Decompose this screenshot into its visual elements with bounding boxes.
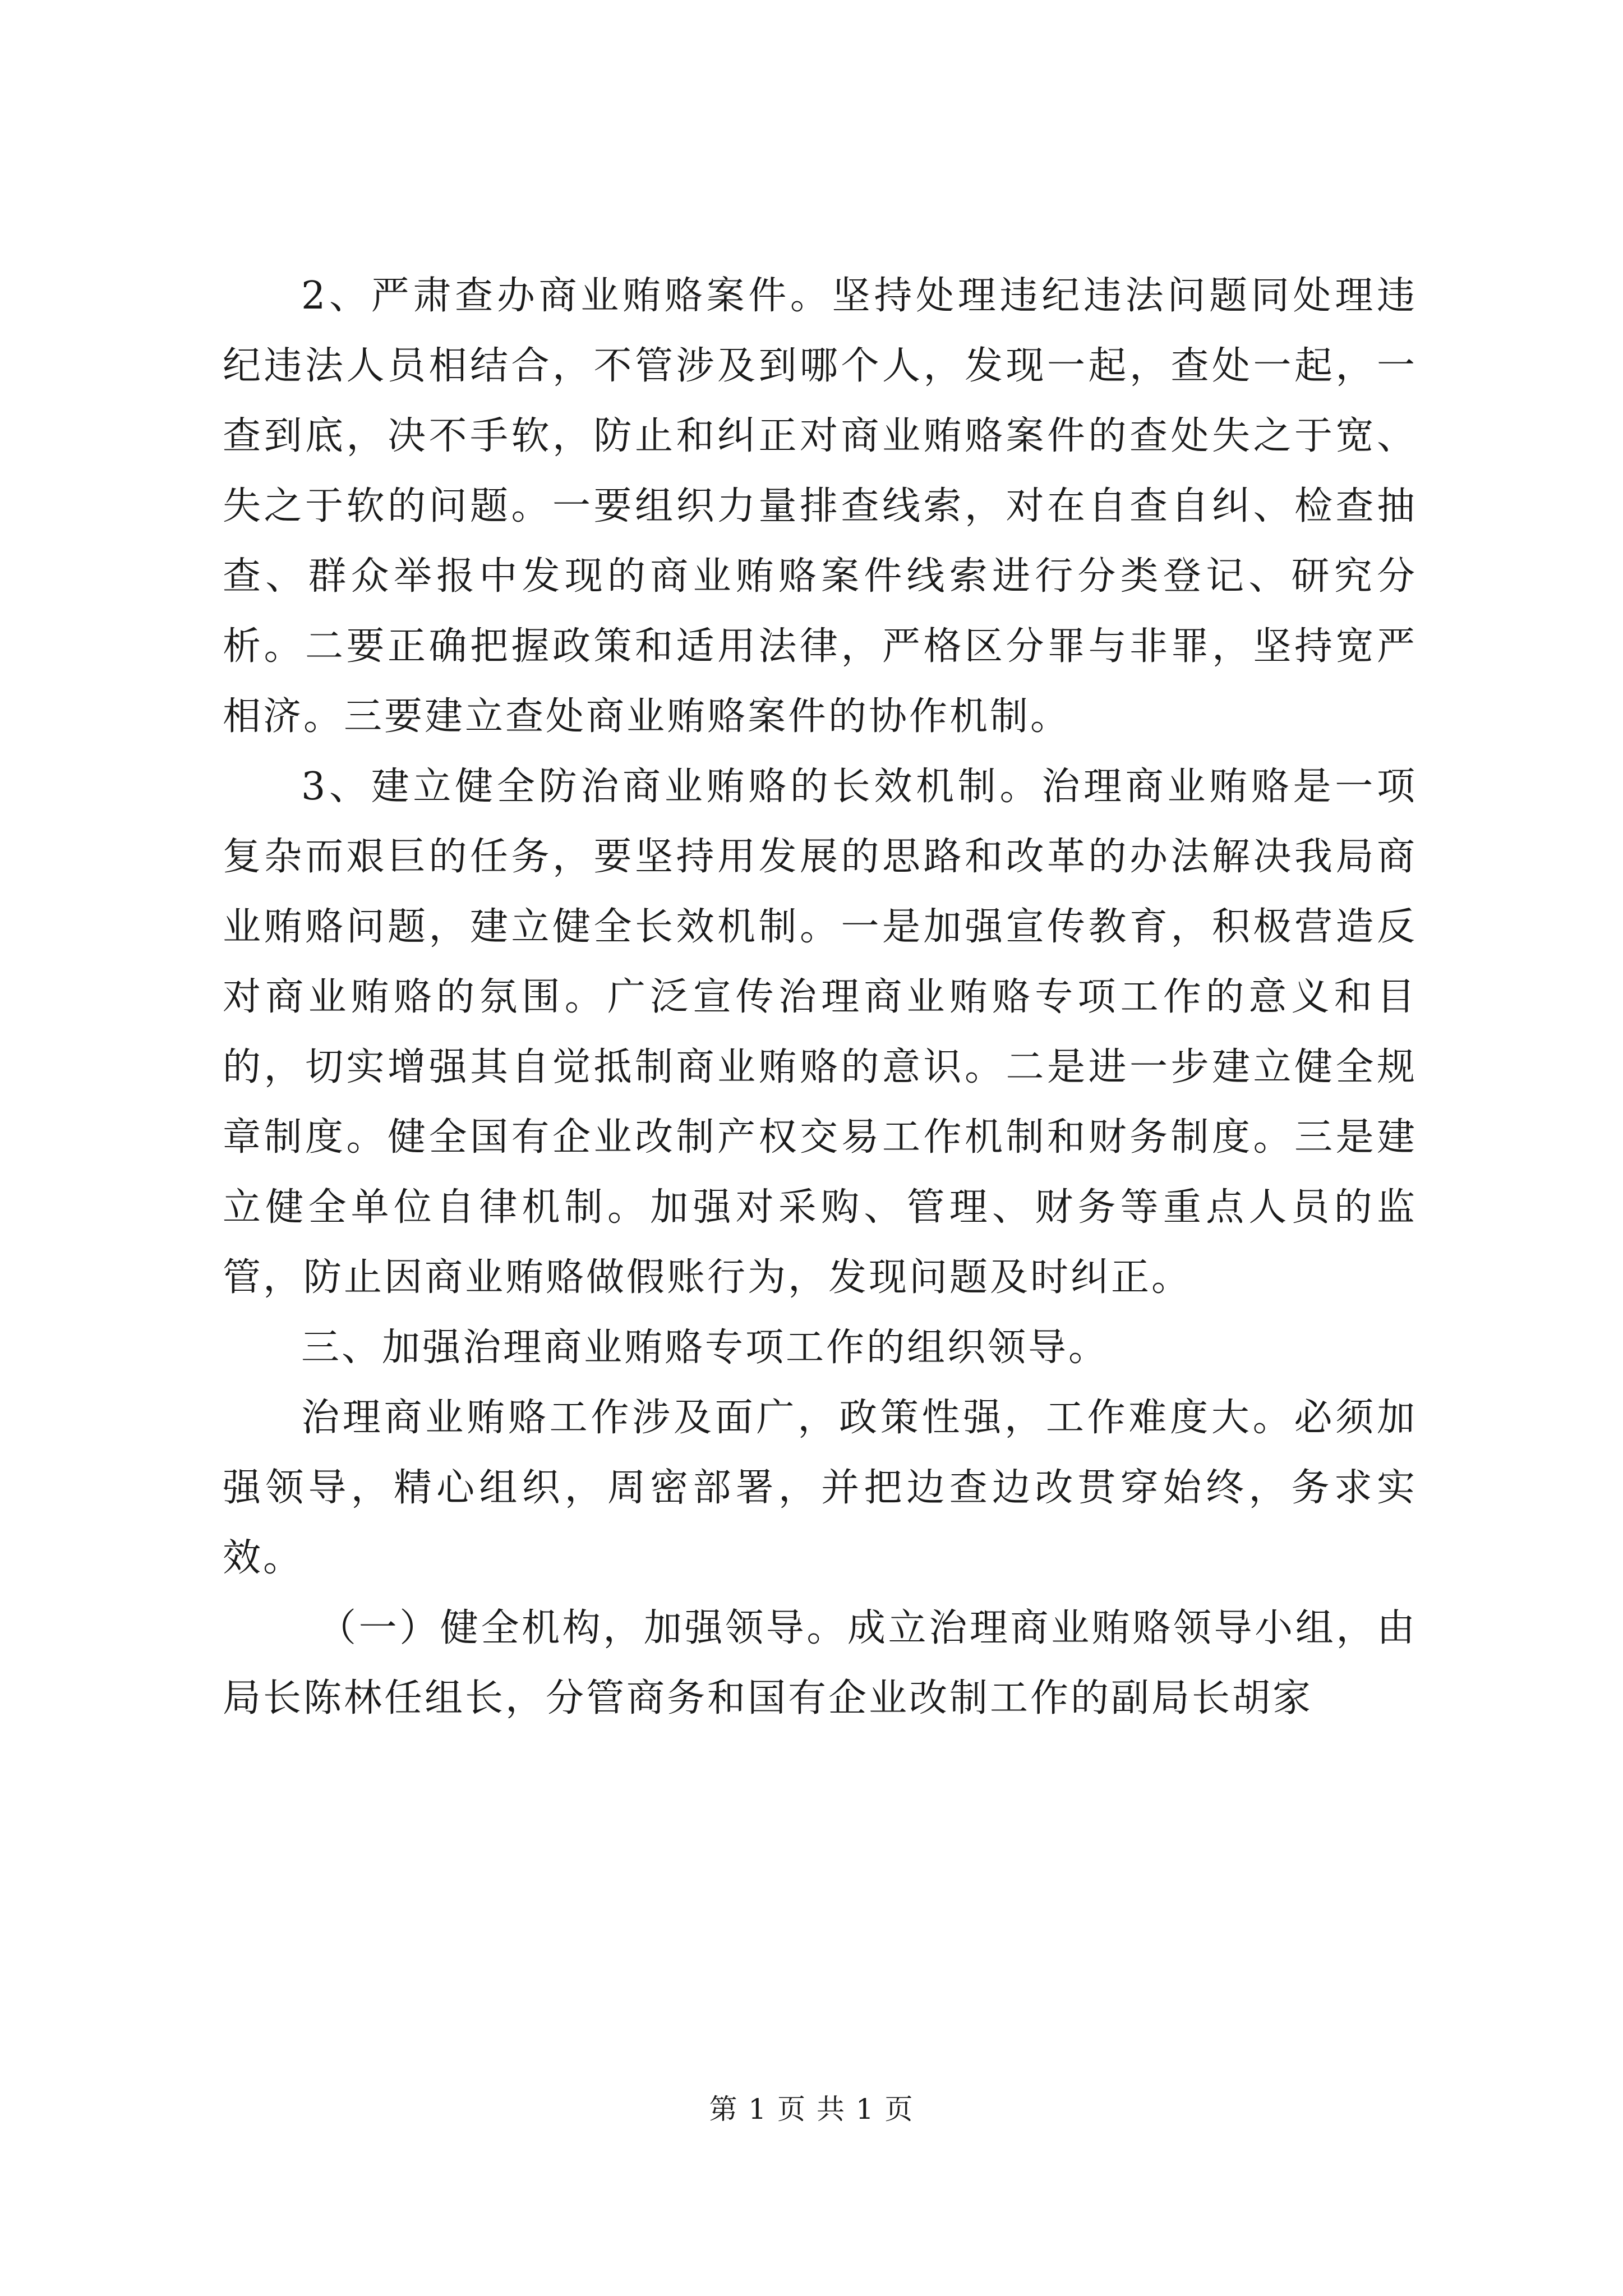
paragraph-item-2-investigate-cases: 2、严肃查办商业贿赂案件。坚持处理违纪违法问题同处理违纪违法人员相结合，不管涉及到哪个人，发现一起，查处一起，一查到底，决不手软，防止和纠正对商业贿赂案件的查处失之于宽、失之于软的问题。一要组织力量排查线索，对在自查自纠、检查抽查、群众举报中发现的商业贿赂案件线索进行分类登记、研究分析。二要正确把握政策和适用法律，严格区分罪与非罪，坚持宽严相济。三要建立查处商业贿赂案件的协作机制。 <box>223 274 1417 739</box>
paragraph-item-3-long-term-mechanism: 3、建立健全防治商业贿赂的长效机制。治理商业贿赂是一项复杂而艰巨的任务，要坚持用发展的思路和改革的办法解决我局商业贿赂问题，建立健全长效机制。一是加强宣传教育，积极营造反对商业贿赂的氛围。广泛宣传治理商业贿赂专项工作的意义和目的，切实增强其自觉抵制商业贿赂的意识。二是进一步建立健全规章制度。健全国有企业改制产权交易工作机制和财务制度。三是建立健全单位自律机制。加强对采购、管理、财务等重点人员的监管，防止因商业贿赂做假账行为，发现问题及时纠正。 <box>223 765 1417 1300</box>
section-heading-organization-leadership: 三、加强治理商业贿赂专项工作的组织领导。 <box>301 1326 1109 1370</box>
document-body <box>223 261 1417 1733</box>
page-number-footer: 第 1 页 共 1 页 <box>709 2093 914 2125</box>
paragraph-subitem-1-institutions: （一）健全机构，加强领导。成立治理商业贿赂领导小组，由局长陈林任组长，分管商务和国有企业改制工作的副局长胡家 <box>223 1606 1417 1720</box>
paragraph-governance-intro: 治理商业贿赂工作涉及面广，政策性强，工作难度大。必须加强领导，精心组织，周密部署，并把边查边改贯穿始终，务求实效。 <box>223 1396 1417 1580</box>
